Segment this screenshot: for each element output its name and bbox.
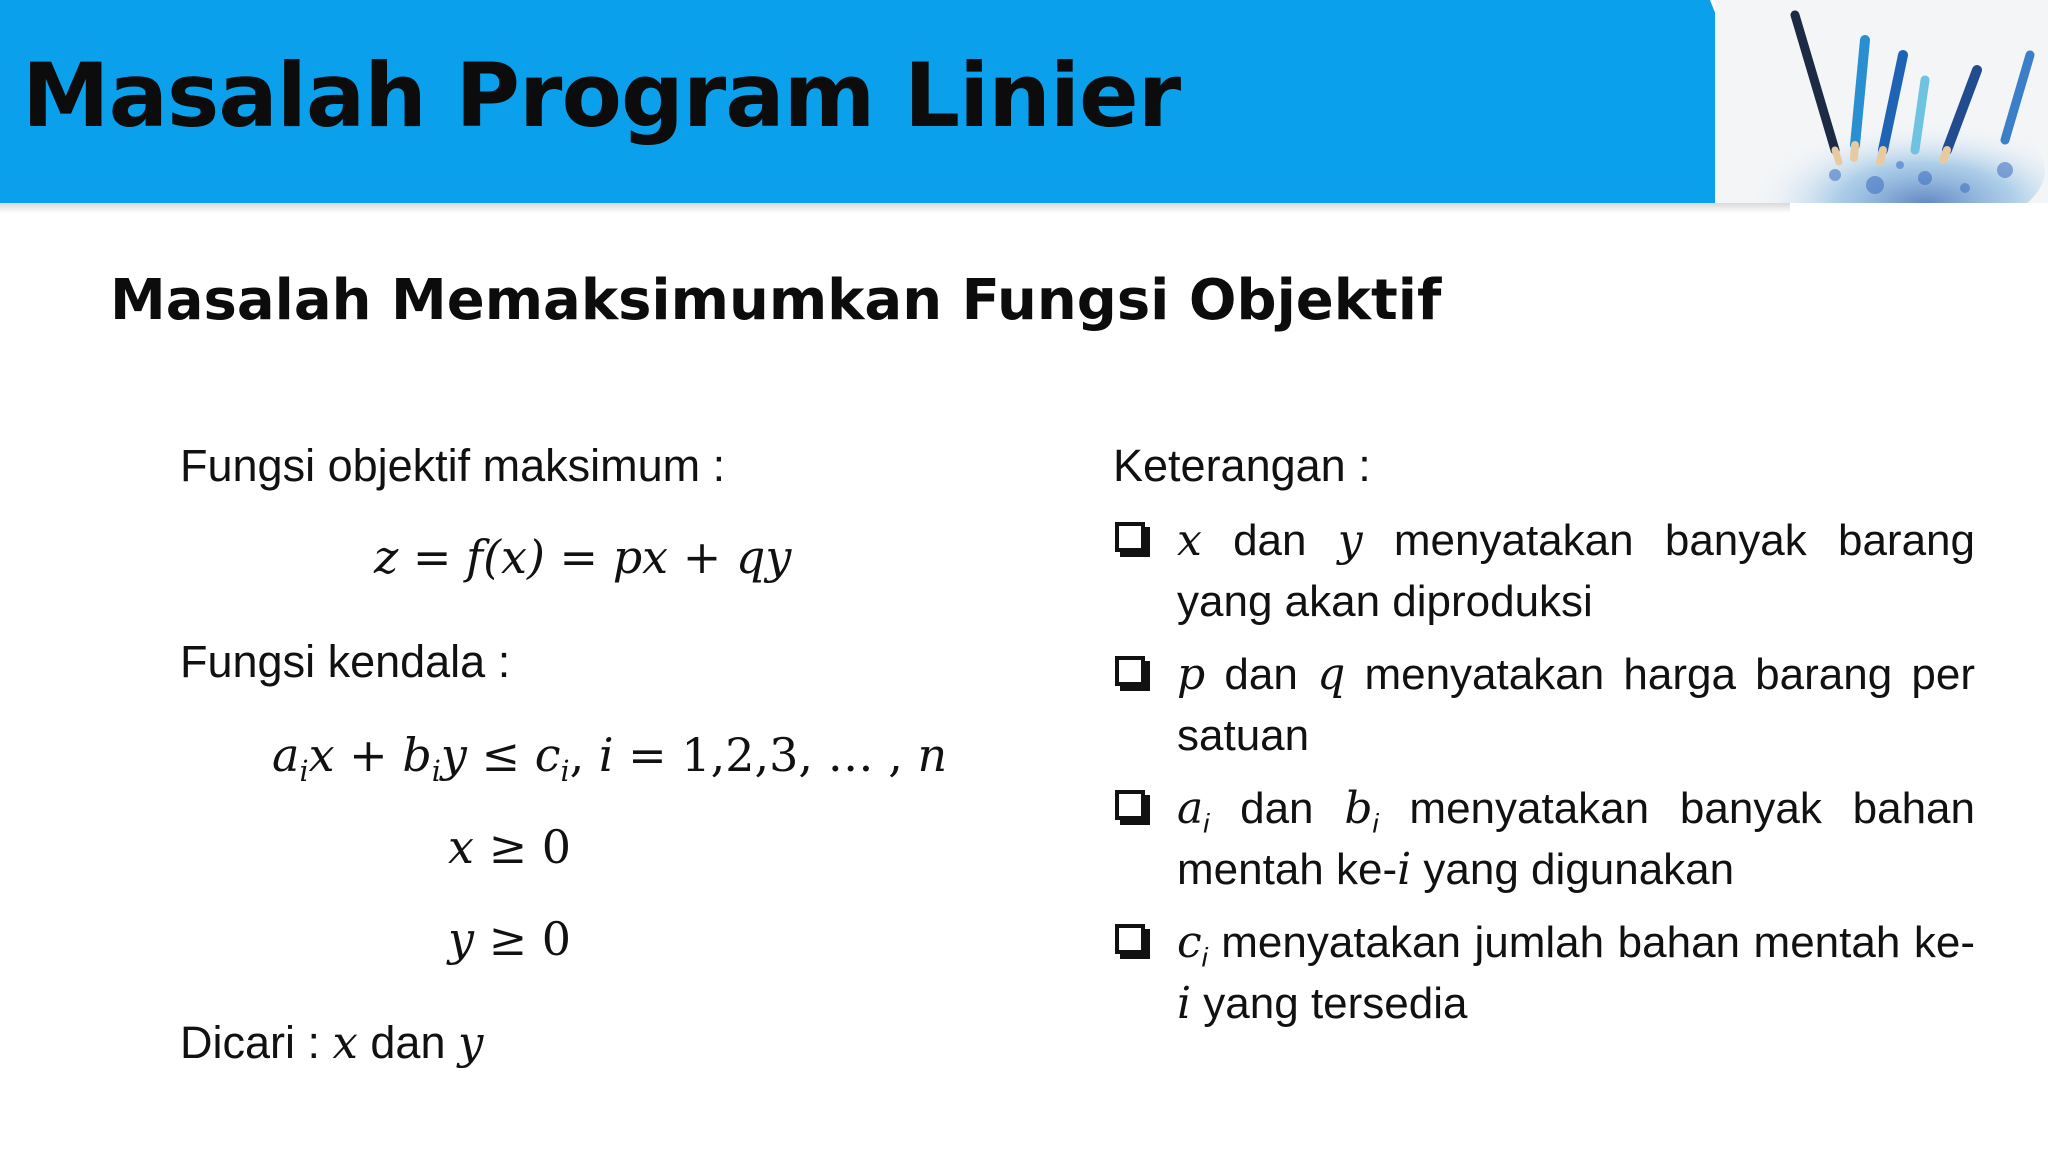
explanation-column — [1113, 440, 1975, 1046]
explanation-text: p dan q menyatakan harga barang per satuan — [1177, 649, 1975, 760]
nonnegativity-y: y ≥ 0 — [448, 912, 572, 966]
section-heading: Masalah Memaksimumkan Fungsi Objektif — [110, 268, 1442, 333]
nonnegativity-x: x ≥ 0 — [448, 820, 572, 874]
explanation-text: x dan y menyatakan banyak barang yang akan diproduksi — [1177, 515, 1975, 626]
sought-variables: Dicari : x dan y — [180, 1016, 484, 1069]
explanation-item-ab — [1113, 778, 1975, 900]
checkbox-bullet-icon — [1115, 656, 1145, 686]
colored-pencils-image — [1715, 0, 2048, 203]
checkbox-bullet-icon — [1115, 790, 1145, 820]
checkbox-bullet-icon — [1115, 522, 1145, 552]
explanation-text: $c_i$ menyatakan jumlah bahan mentah ke-i yang tersedia — [1177, 917, 1975, 1029]
slide-title: Masalah Program Linier — [22, 44, 1181, 147]
header-shadow — [0, 203, 1790, 213]
explanation-text: $a_i$ dan $b_i$ menyatakan banyak bahan mentah ke-i yang digunakan — [1177, 783, 1975, 895]
explanation-item-pq — [1113, 644, 1975, 766]
explanation-item-c — [1113, 912, 1975, 1034]
objective-function-formula: z = f(x) = px + qy — [374, 530, 792, 584]
constraint-formula: $a_ix + b_iy \le c_i$, i = 1,2,3, … , n — [272, 728, 948, 788]
explanation-heading: Keterangan : — [1113, 440, 1371, 491]
checkbox-bullet-icon — [1115, 924, 1145, 954]
objective-function-label: Fungsi objektif maksimum : — [180, 440, 726, 491]
explanation-item-xy — [1113, 510, 1975, 632]
constraint-function-label: Fungsi kendala : — [180, 636, 511, 687]
